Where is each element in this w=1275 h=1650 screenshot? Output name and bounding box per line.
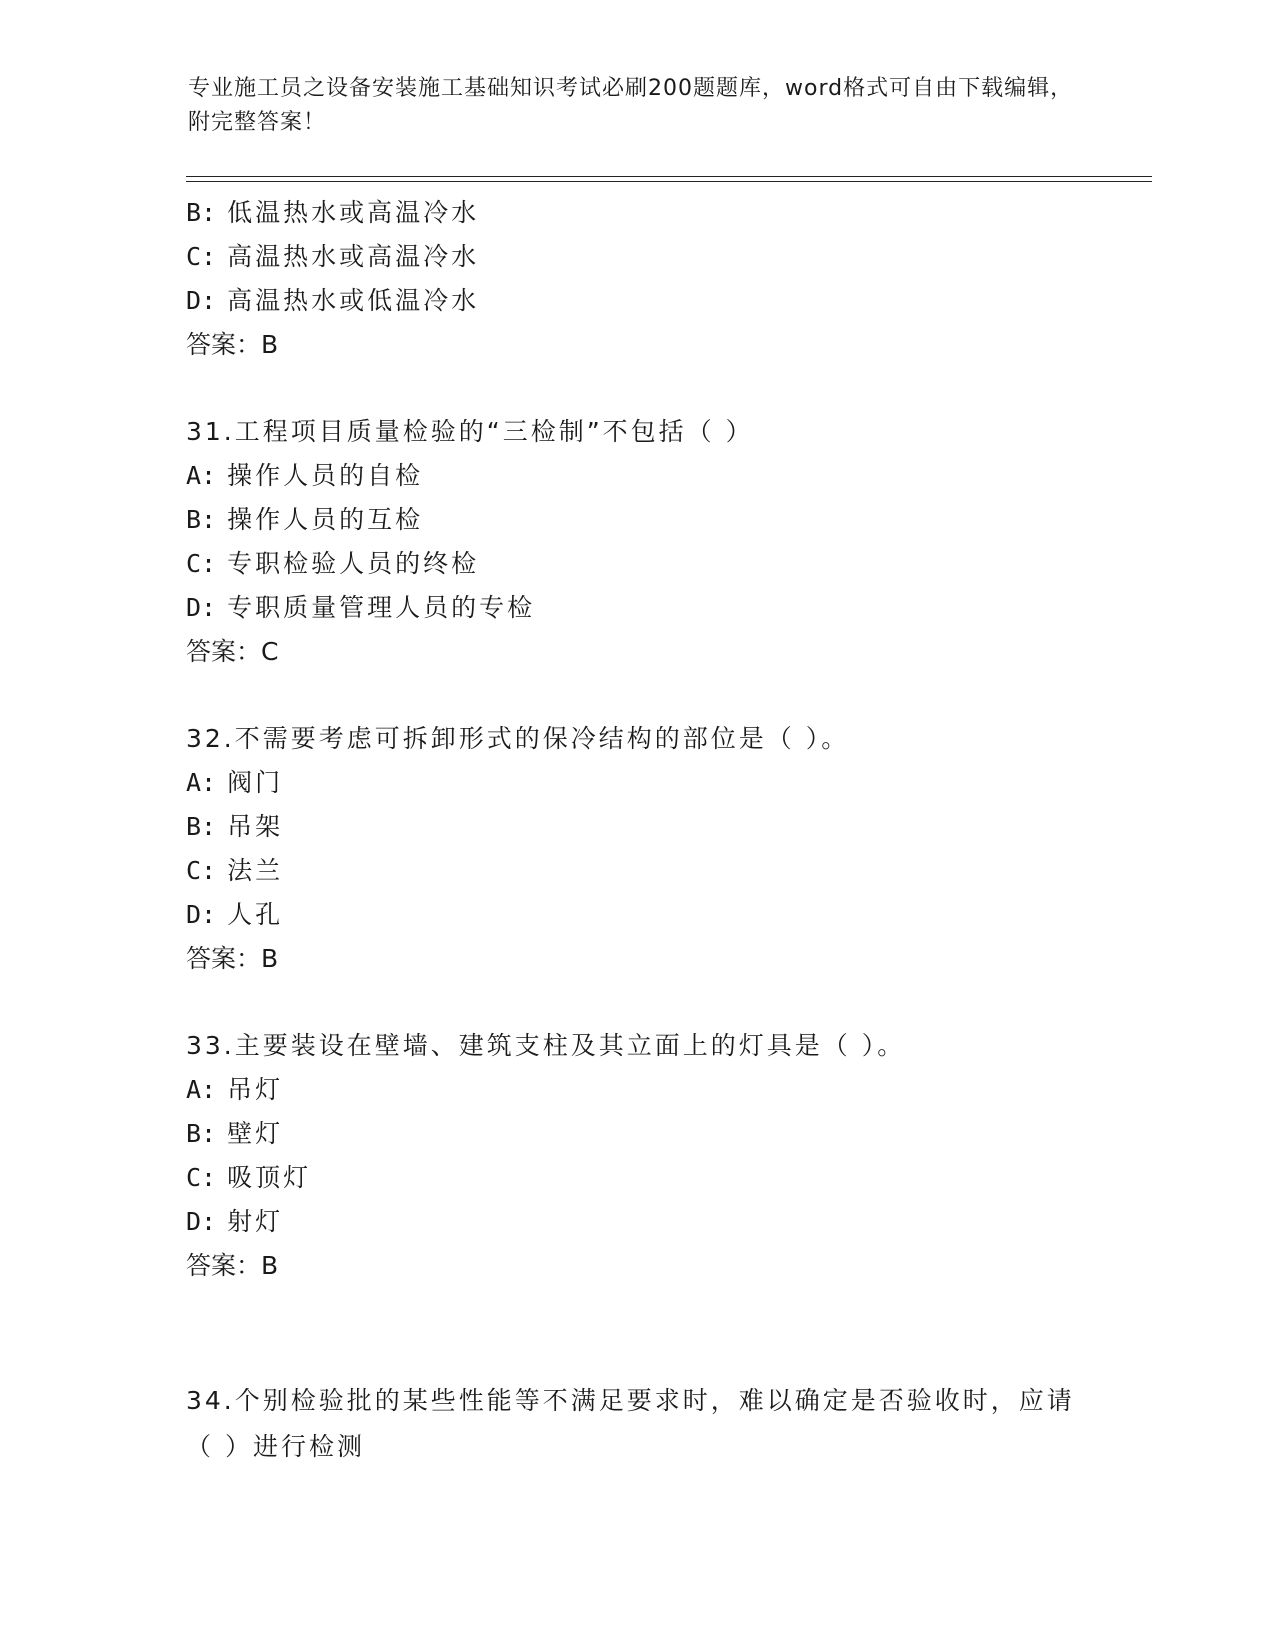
option-b: B: 低温热水或高温冷水 <box>186 198 480 227</box>
option-d: D: 人孔 <box>186 900 284 929</box>
option-a: A: 吊灯 <box>186 1075 284 1104</box>
option-b: B: 操作人员的互检 <box>186 505 424 534</box>
option-a: A: 阀门 <box>186 768 284 797</box>
option-a: A: 操作人员的自检 <box>186 461 424 490</box>
header-divider-top <box>186 176 1152 177</box>
question-32: 32.不需要考虑可拆卸形式的保冷结构的部位是（ ）。 <box>186 724 850 753</box>
option-c: C: 专职检验人员的终检 <box>186 549 480 578</box>
document-header: 专业施工员之设备安装施工基础知识考试必刷200题题库，word格式可自由下载编辑，附完整答案！ <box>188 76 1074 135</box>
header-divider-bottom <box>186 181 1152 182</box>
option-d: D: 专职质量管理人员的专检 <box>186 593 536 622</box>
option-b: B: 壁灯 <box>186 1119 284 1148</box>
answer: 答案：B <box>186 944 279 973</box>
option-d: D: 射灯 <box>186 1207 284 1236</box>
question-31: 31.工程项目质量检验的“三检制”不包括（ ） <box>186 417 754 446</box>
answer: 答案：B <box>186 1251 279 1280</box>
option-d: D: 高温热水或低温冷水 <box>186 286 480 315</box>
question-33: 33.主要装设在壁墙、建筑支柱及其立面上的灯具是（ ）。 <box>186 1031 906 1060</box>
answer: 答案：C <box>186 637 279 666</box>
option-c: C: 法兰 <box>186 856 284 885</box>
option-c: C: 吸顶灯 <box>186 1163 312 1192</box>
option-b: B: 吊架 <box>186 812 284 841</box>
option-c: C: 高温热水或高温冷水 <box>186 242 480 271</box>
question-34: 34.个别检验批的某些性能等不满足要求时，难以确定是否验收时，应请（ ）进行检测 <box>186 1386 1075 1461</box>
answer: 答案：B <box>186 330 279 359</box>
